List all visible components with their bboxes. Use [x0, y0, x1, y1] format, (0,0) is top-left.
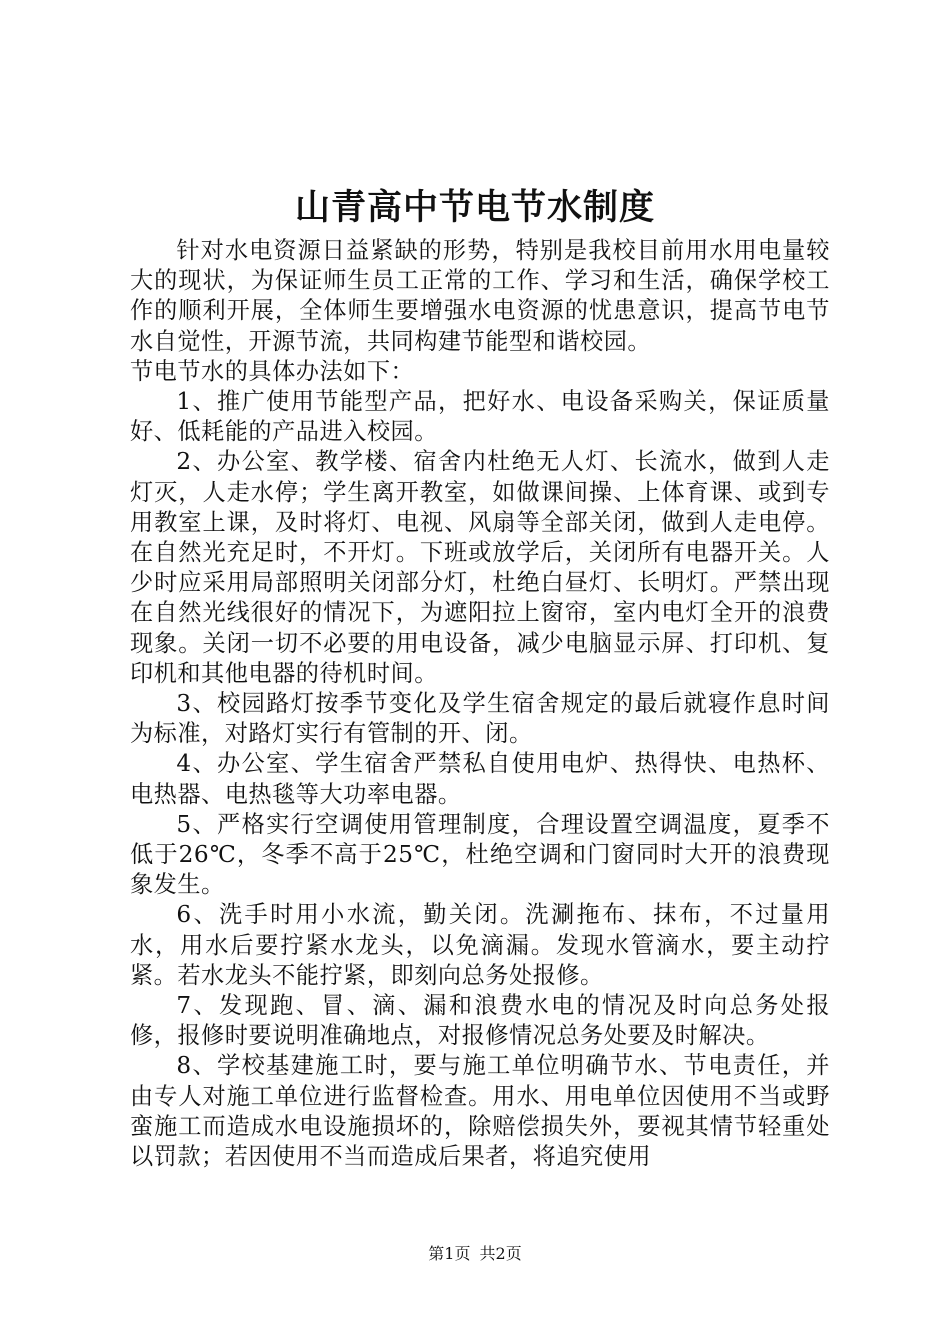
page-footer	[0, 1243, 950, 1265]
intro-paragraph: 针对水电资源日益紧缺的形势，特别是我校目前用水用电量较大的现状，为保证师生员工正常的工作、学习和生活，确保学校工作的顺利开展，全体师生要增强水电资源的忧患意识，提高节电节水自觉性，开源节流，共同构建节能型和谐校园。	[130, 237, 830, 355]
rule-paragraph-6: 6、洗手时用小水流，勤关闭。洗涮拖布、抹布，不过量用水，用水后要拧紧水龙头，以免滴漏。发现水管滴水，要主动拧紧。若水龙头不能拧紧，即刻向总务处报修。	[130, 901, 830, 989]
rule-paragraph-3: 3、校园路灯按季节变化及学生宿舍规定的最后就寝作息时间为标准，对路灯实行有管制的开、闭。	[130, 690, 830, 748]
rule-paragraph-1: 1、推广使用节能型产品，把好水、电设备采购关，保证质量好、低耗能的产品进入校园。	[130, 388, 830, 446]
page-number: 第1页	[428, 1244, 471, 1263]
rule-paragraph-7: 7、发现跑、冒、滴、漏和浪费水电的情况及时向总务处报修，报修时要说明准确地点，对报修情况总务处要及时解决。	[130, 992, 830, 1050]
rule-paragraph-8: 8、学校基建施工时，要与施工单位明确节水、节电责任，并由专人对施工单位进行监督检查。用水、用电单位因使用不当或野蛮施工而造成水电设施损坏的，除赔偿损失外，要视其情节轻重处以罚款；若因使用不当而造成后果者，将追究使用	[130, 1052, 830, 1171]
document-title: 山青高中节电节水制度	[294, 187, 655, 228]
document-body	[130, 236, 830, 1172]
rule-paragraph-5: 5、严格实行空调使用管理制度，合理设置空调温度，夏季不低于26℃，冬季不高于25℃，杜绝空调和门窗同时大开的浪费现象发生。	[130, 810, 830, 899]
rule-paragraph-2: 2、办公室、教学楼、宿舍内杜绝无人灯、长流水，做到人走灯灭，人走水停；学生离开教室，如做课间操、上体育课、或到专用教室上课，及时将灯、电视、风扇等全部关闭，做到人走电停。在自然光充足时，不开灯。下班或放学后，关闭所有电器开关。人少时应采用局部照明关闭部分灯，杜绝白昼灯、长明灯。严禁出现在自然光线很好的情况下，为遮阳拉上窗帘，室内电灯全开的浪费现象。关闭一切不必要的用电设备，减少电脑显示屏、打印机、复印机和其他电器的待机时间。	[130, 448, 830, 687]
page-total: 共2页	[479, 1244, 522, 1263]
rule-paragraph-4: 4、办公室、学生宿舍严禁私自使用电炉、热得快、电热杯、电热器、电热毯等大功率电器。	[130, 750, 830, 808]
methods-heading: 节电节水的具体办法如下：	[130, 357, 415, 385]
